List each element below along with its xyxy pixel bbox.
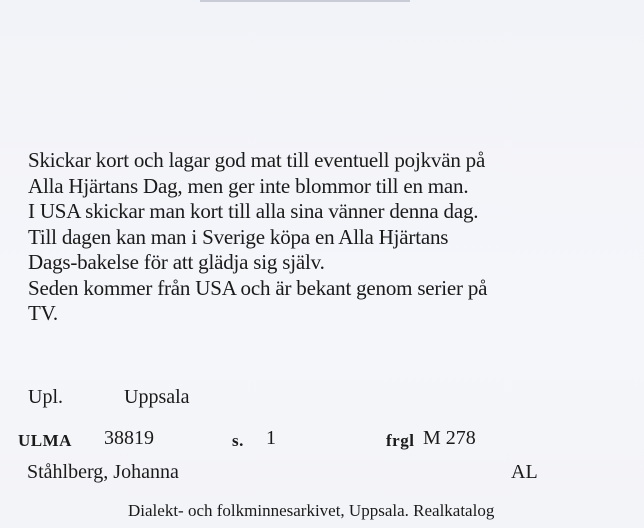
archive-footer: Dialekt- och folkminnesarkivet, Uppsala. Realkatalog [128, 501, 495, 520]
ulma-label: ULMA [18, 431, 72, 450]
informant-name: Ståhlberg, Johanna [27, 461, 179, 483]
page-value: 1 [266, 427, 276, 449]
card-top-edge [200, 0, 410, 2]
body-line: Alla Hjärtans Dag, men ger inte blommor till en man. [28, 173, 469, 198]
region-label: Upl. [28, 386, 63, 408]
body-line: I USA skickar man kort till alla sina vänner denna dag. [28, 199, 479, 223]
body-line: Skickar kort och lagar god mat till eventuell pojkvän på [28, 148, 486, 172]
body-line: Dags-bakelse för att glädja sig själv. [28, 250, 325, 274]
body-line: Till dagen kan man i Sverige köpa en Alla Hjärtans [28, 224, 449, 249]
body-line: Seden kommer från USA och är bekant genom serier på [28, 275, 488, 300]
frgl-value: M 278 [423, 427, 476, 449]
ulma-value: 38819 [104, 427, 154, 449]
body-line: TV. [28, 301, 58, 325]
recorder-initials: AL [511, 461, 538, 483]
card-body-text [28, 148, 628, 327]
page-label: s. [232, 431, 244, 450]
frgl-label: frgl [386, 431, 415, 450]
region-value: Uppsala [124, 386, 190, 408]
